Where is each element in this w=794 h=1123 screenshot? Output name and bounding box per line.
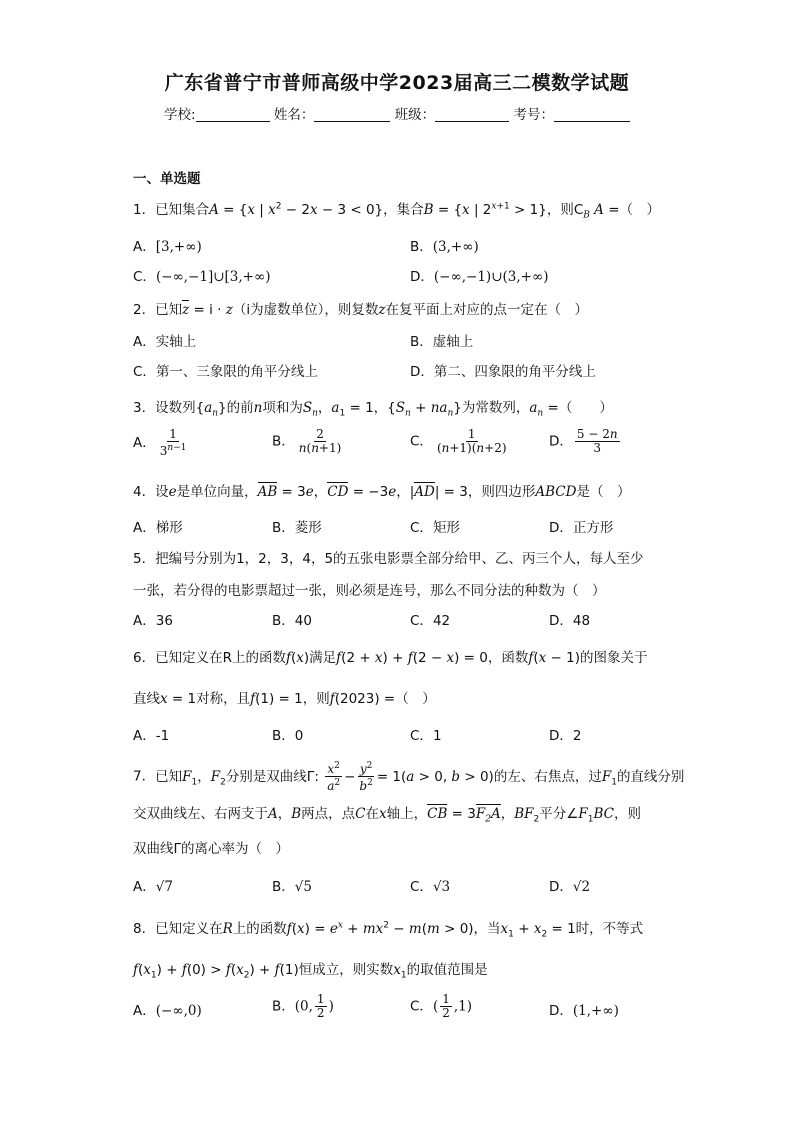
question-number: 3． — [133, 400, 156, 416]
class-blank[interactable] — [435, 107, 509, 122]
question-3 — [133, 396, 613, 419]
option-5B[interactable]: B．40 — [272, 613, 312, 629]
option-8C[interactable]: C．( $\frac{1}{2}$ ,1) — [410, 992, 473, 1020]
question-8 — [133, 917, 643, 940]
question-7 — [133, 760, 684, 793]
option-7A[interactable]: A．√7 — [133, 879, 173, 895]
option-6B[interactable]: B．0 — [272, 728, 304, 744]
option-1D[interactable]: D．(−∞,−1)∪(3,+∞) — [410, 269, 549, 285]
option-3C[interactable]: C． $\frac{1}{(n+1)(n+2)}$ — [410, 427, 507, 455]
option-1C[interactable]: C．(−∞,−1]∪[3,+∞) — [133, 269, 271, 285]
option-3A[interactable]: A． $\frac{1}{3^{n-1}}$ — [133, 427, 187, 458]
question-number: 7． — [133, 768, 156, 785]
option-3D[interactable]: D． $\frac{5 - 2n}{3}$ — [549, 427, 618, 455]
option-7D[interactable]: D．√2 — [549, 879, 591, 895]
option-2D[interactable]: D．第二、四象限的角平分线上 — [410, 364, 596, 380]
question-number: 1． — [133, 202, 156, 218]
exam-no-blank[interactable] — [554, 107, 630, 122]
option-4B[interactable]: B．菱形 — [272, 520, 322, 536]
option-8A[interactable]: A．(−∞,0) — [133, 1003, 202, 1019]
question-number: 6． — [133, 650, 156, 666]
option-2A[interactable]: A．实轴上 — [133, 334, 197, 350]
student-info-line — [0, 103, 794, 123]
question-4 — [133, 480, 630, 500]
option-6A[interactable]: A．-1 — [133, 728, 170, 744]
school-blank[interactable] — [196, 107, 270, 122]
question-1 — [133, 198, 660, 221]
question-2 — [133, 298, 588, 318]
school-label: 学校: — [164, 107, 196, 123]
question-7-cont2: 双曲线Γ的离心率为（ ） — [133, 841, 290, 857]
question-stem: 已知$F_1$，$F_2$分别是双曲线Γ: $\frac{x^2}{a^2}$ − $\frac{y^2}{b^2}$ = 1(a > 0, b > 0)的左、右焦点，过$F_1$的直线分别 — [155, 761, 685, 793]
exam-no-label: 考号： — [513, 107, 554, 123]
option-1B[interactable]: B．(3,+∞) — [410, 239, 479, 255]
question-stem: 已知定义在R上的函数f(x)满足f(2 + x) + f(2 − x) = 0，函数f(x − 1)的图象关于 — [155, 650, 648, 666]
option-7C[interactable]: C．√3 — [410, 879, 451, 895]
question-stem: 设e是单位向量，AB = 3e，CD = −3e，|AD| = 3，则四边形ABCD是（ ） — [155, 484, 631, 500]
question-number: 8． — [133, 921, 156, 937]
option-1A[interactable]: A．[3,+∞) — [133, 239, 202, 255]
question-8-cont: $f(x_1) + f(0) > f(x_2) + f(1)$恒成立，则实数$x_1$的取值范围是 — [133, 962, 488, 981]
option-2B[interactable]: B．虚轴上 — [410, 334, 474, 350]
class-label: 班级： — [394, 107, 436, 123]
question-5-cont: 一张，若分得的电影票超过一张，则必须是连号，那么不同分法的种数为（ ） — [133, 583, 606, 599]
name-blank[interactable] — [314, 107, 390, 122]
question-stem: 已知z = i · z（i为虚数单位），则复数z在复平面上对应的点一定在（ ） — [155, 302, 589, 318]
question-stem: 已知集合A = {x | $x^2 - 2x - 3 < 0$}，集合B = {x | $2^{x+1} > 1$}，则$C_B$ A =（ ） — [155, 201, 661, 221]
option-3B[interactable]: B． $\frac{2}{n(n+1)}$ — [272, 427, 342, 455]
option-2C[interactable]: C．第一、三象限的角平分线上 — [133, 364, 318, 380]
section-heading: 一、单选题 — [133, 171, 201, 187]
option-4C[interactable]: C．矩形 — [410, 520, 460, 536]
question-number: 4． — [133, 484, 156, 500]
question-stem: 把编号分别为1，2，3，4，5的五张电影票全部分给甲、乙、丙三个人，每人至少 — [155, 551, 644, 567]
option-6C[interactable]: C．1 — [410, 728, 442, 744]
option-8D[interactable]: D．(1,+∞) — [549, 1003, 619, 1019]
option-5A[interactable]: A．36 — [133, 613, 173, 629]
question-stem: 设数列$\{a_n\}$的前n项和为$S_n$，$a_1 = 1$，$\{S_n + na_n\}$为常数列，$a_n$ =（ ） — [155, 400, 613, 419]
option-4D[interactable]: D．正方形 — [549, 520, 614, 536]
option-5D[interactable]: D．48 — [549, 613, 591, 629]
option-6D[interactable]: D．2 — [549, 728, 582, 744]
question-6-cont: 直线x = 1对称，且f(1) = 1，则f(2023) =（ ） — [133, 691, 436, 707]
question-number: 2． — [133, 302, 156, 318]
name-label: 姓名： — [273, 107, 315, 123]
question-stem: 已知定义在R上的函数$f(x) = e^x + mx^2 - m(m > 0)$，当$x_1 + x_2 = 1$时，不等式 — [155, 920, 644, 940]
option-8B[interactable]: B．(0, $\frac{1}{2}$ ) — [272, 992, 334, 1020]
question-number: 5． — [133, 551, 156, 567]
question-5 — [133, 547, 644, 567]
question-6 — [133, 646, 648, 666]
option-7B[interactable]: B．√5 — [272, 879, 312, 895]
option-4A[interactable]: A．梯形 — [133, 520, 183, 536]
page-title: 广东省普宁市普师高级中学2023届高三二模数学试题 — [164, 72, 630, 94]
question-7-cont: 交双曲线左、右两支于A，B两点，点C在x轴上，CB = $3F_2A$，$BF_2$平分$\angle F_1BC$，则 — [133, 806, 641, 825]
option-5C[interactable]: C．42 — [410, 613, 451, 629]
